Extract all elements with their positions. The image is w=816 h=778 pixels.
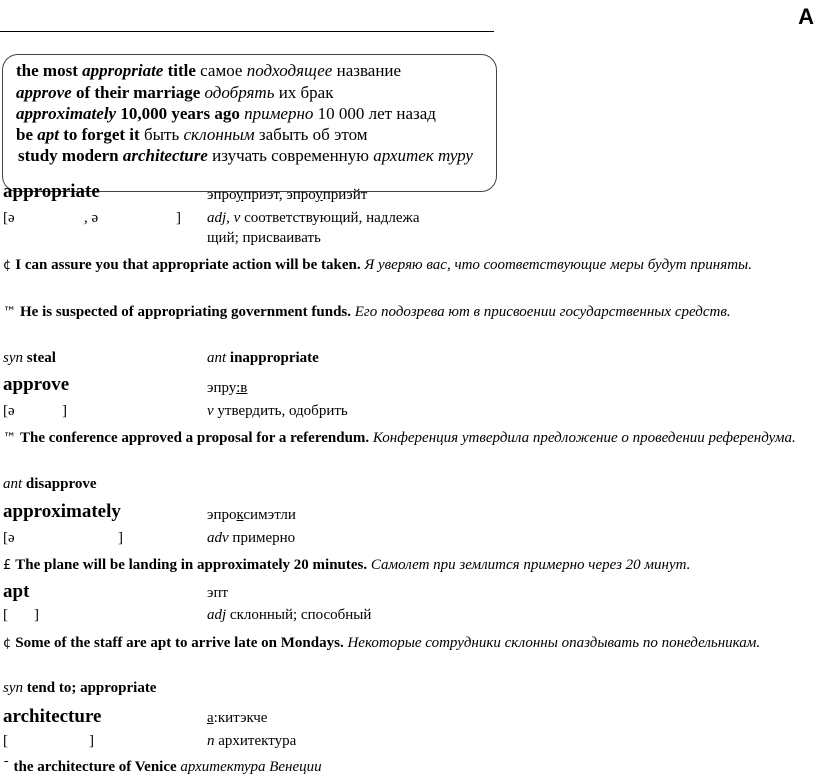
example: ™ He is suspected of appropriating government funds. Его подозрева ют в присвоении государственных средств.: [3, 304, 731, 320]
ipa-open: [ə: [3, 530, 15, 546]
headword-appropriate: appropriate: [3, 181, 100, 202]
example-marker: £: [3, 558, 12, 573]
meaning: n архитектура: [207, 733, 297, 749]
corner-letter: A: [798, 4, 814, 29]
transcription-ru: эпроксимэтли: [207, 507, 296, 523]
example-marker: ¢: [3, 258, 12, 273]
headword-architecture: architecture: [3, 706, 102, 727]
antonym: ant inappropriate: [207, 350, 319, 366]
example: ™ The conference approved a proposal for a referendum. Конференция утвердила предложение о проведении референдума.: [3, 430, 796, 446]
ipa-open: [: [3, 607, 8, 623]
ipa-open: [: [3, 733, 8, 749]
transcription-ru: а:китэкче: [207, 710, 268, 726]
meaning: adj склонный; способный: [207, 607, 372, 623]
phrase-line: be apt to forget it быть склонным забыть об этом: [16, 125, 368, 144]
ipa-open: [ə: [3, 210, 15, 226]
example: £ The plane will be landing in approximately 20 minutes. Самолет при землится примерно через 20 минут.: [3, 557, 691, 573]
top-divider: [0, 31, 494, 32]
antonym: ant disapprove: [3, 476, 97, 492]
ipa-close: ]: [118, 530, 123, 546]
example: ˉ the architecture of Venice архитектура Венеции: [3, 759, 322, 775]
example-marker: ¢: [3, 636, 12, 651]
meaning: adv примерно: [207, 530, 296, 546]
ipa-close: ]: [89, 733, 94, 749]
ipa-close: ]: [62, 403, 67, 419]
transcription-ru: эпру:в: [207, 380, 248, 396]
ipa-close: ]: [34, 607, 39, 623]
transcription-ru: эпт: [207, 585, 229, 601]
example: ¢ Some of the staff are apt to arrive late on Mondays. Некоторые сотрудники склонны опаздывать по понедельникам.: [3, 635, 761, 651]
phrase-line: the most appropriate title самое подходящее название: [16, 61, 402, 80]
meaning: v утвердить, одобрить: [207, 403, 348, 419]
transcription-ru: эпроуприэт, эпроуприэйт: [207, 187, 368, 203]
meaning-cont: щий; присваивать: [207, 230, 321, 246]
phrase-line: approve of their marriage одобрять их брак: [16, 83, 334, 102]
ipa-close: ]: [176, 210, 181, 226]
ipa-open: [ə: [3, 403, 15, 419]
synonym: syn steal: [3, 350, 56, 366]
phrase-line: approximately 10,000 years ago примерно 10 000 лет назад: [16, 104, 436, 123]
example-marker: ˉ: [3, 760, 10, 775]
example: ¢ I can assure you that appropriate action will be taken. Я уверяю вас, что соответствующие меры будут приняты.: [3, 257, 752, 273]
headword-apt: apt: [3, 581, 30, 602]
ipa-mid: , ə: [84, 210, 99, 226]
example-marker: ™: [3, 305, 16, 320]
example-marker: ™: [3, 431, 16, 446]
meaning: adj, v соответствующий, надлежа: [207, 210, 420, 226]
synonym: syn tend to; appropriate: [3, 680, 157, 696]
headword-approximately: approximately: [3, 501, 121, 522]
headword-approve: approve: [3, 374, 70, 395]
phrase-line: study modern architecture изучать современную архитек туру: [18, 146, 473, 165]
